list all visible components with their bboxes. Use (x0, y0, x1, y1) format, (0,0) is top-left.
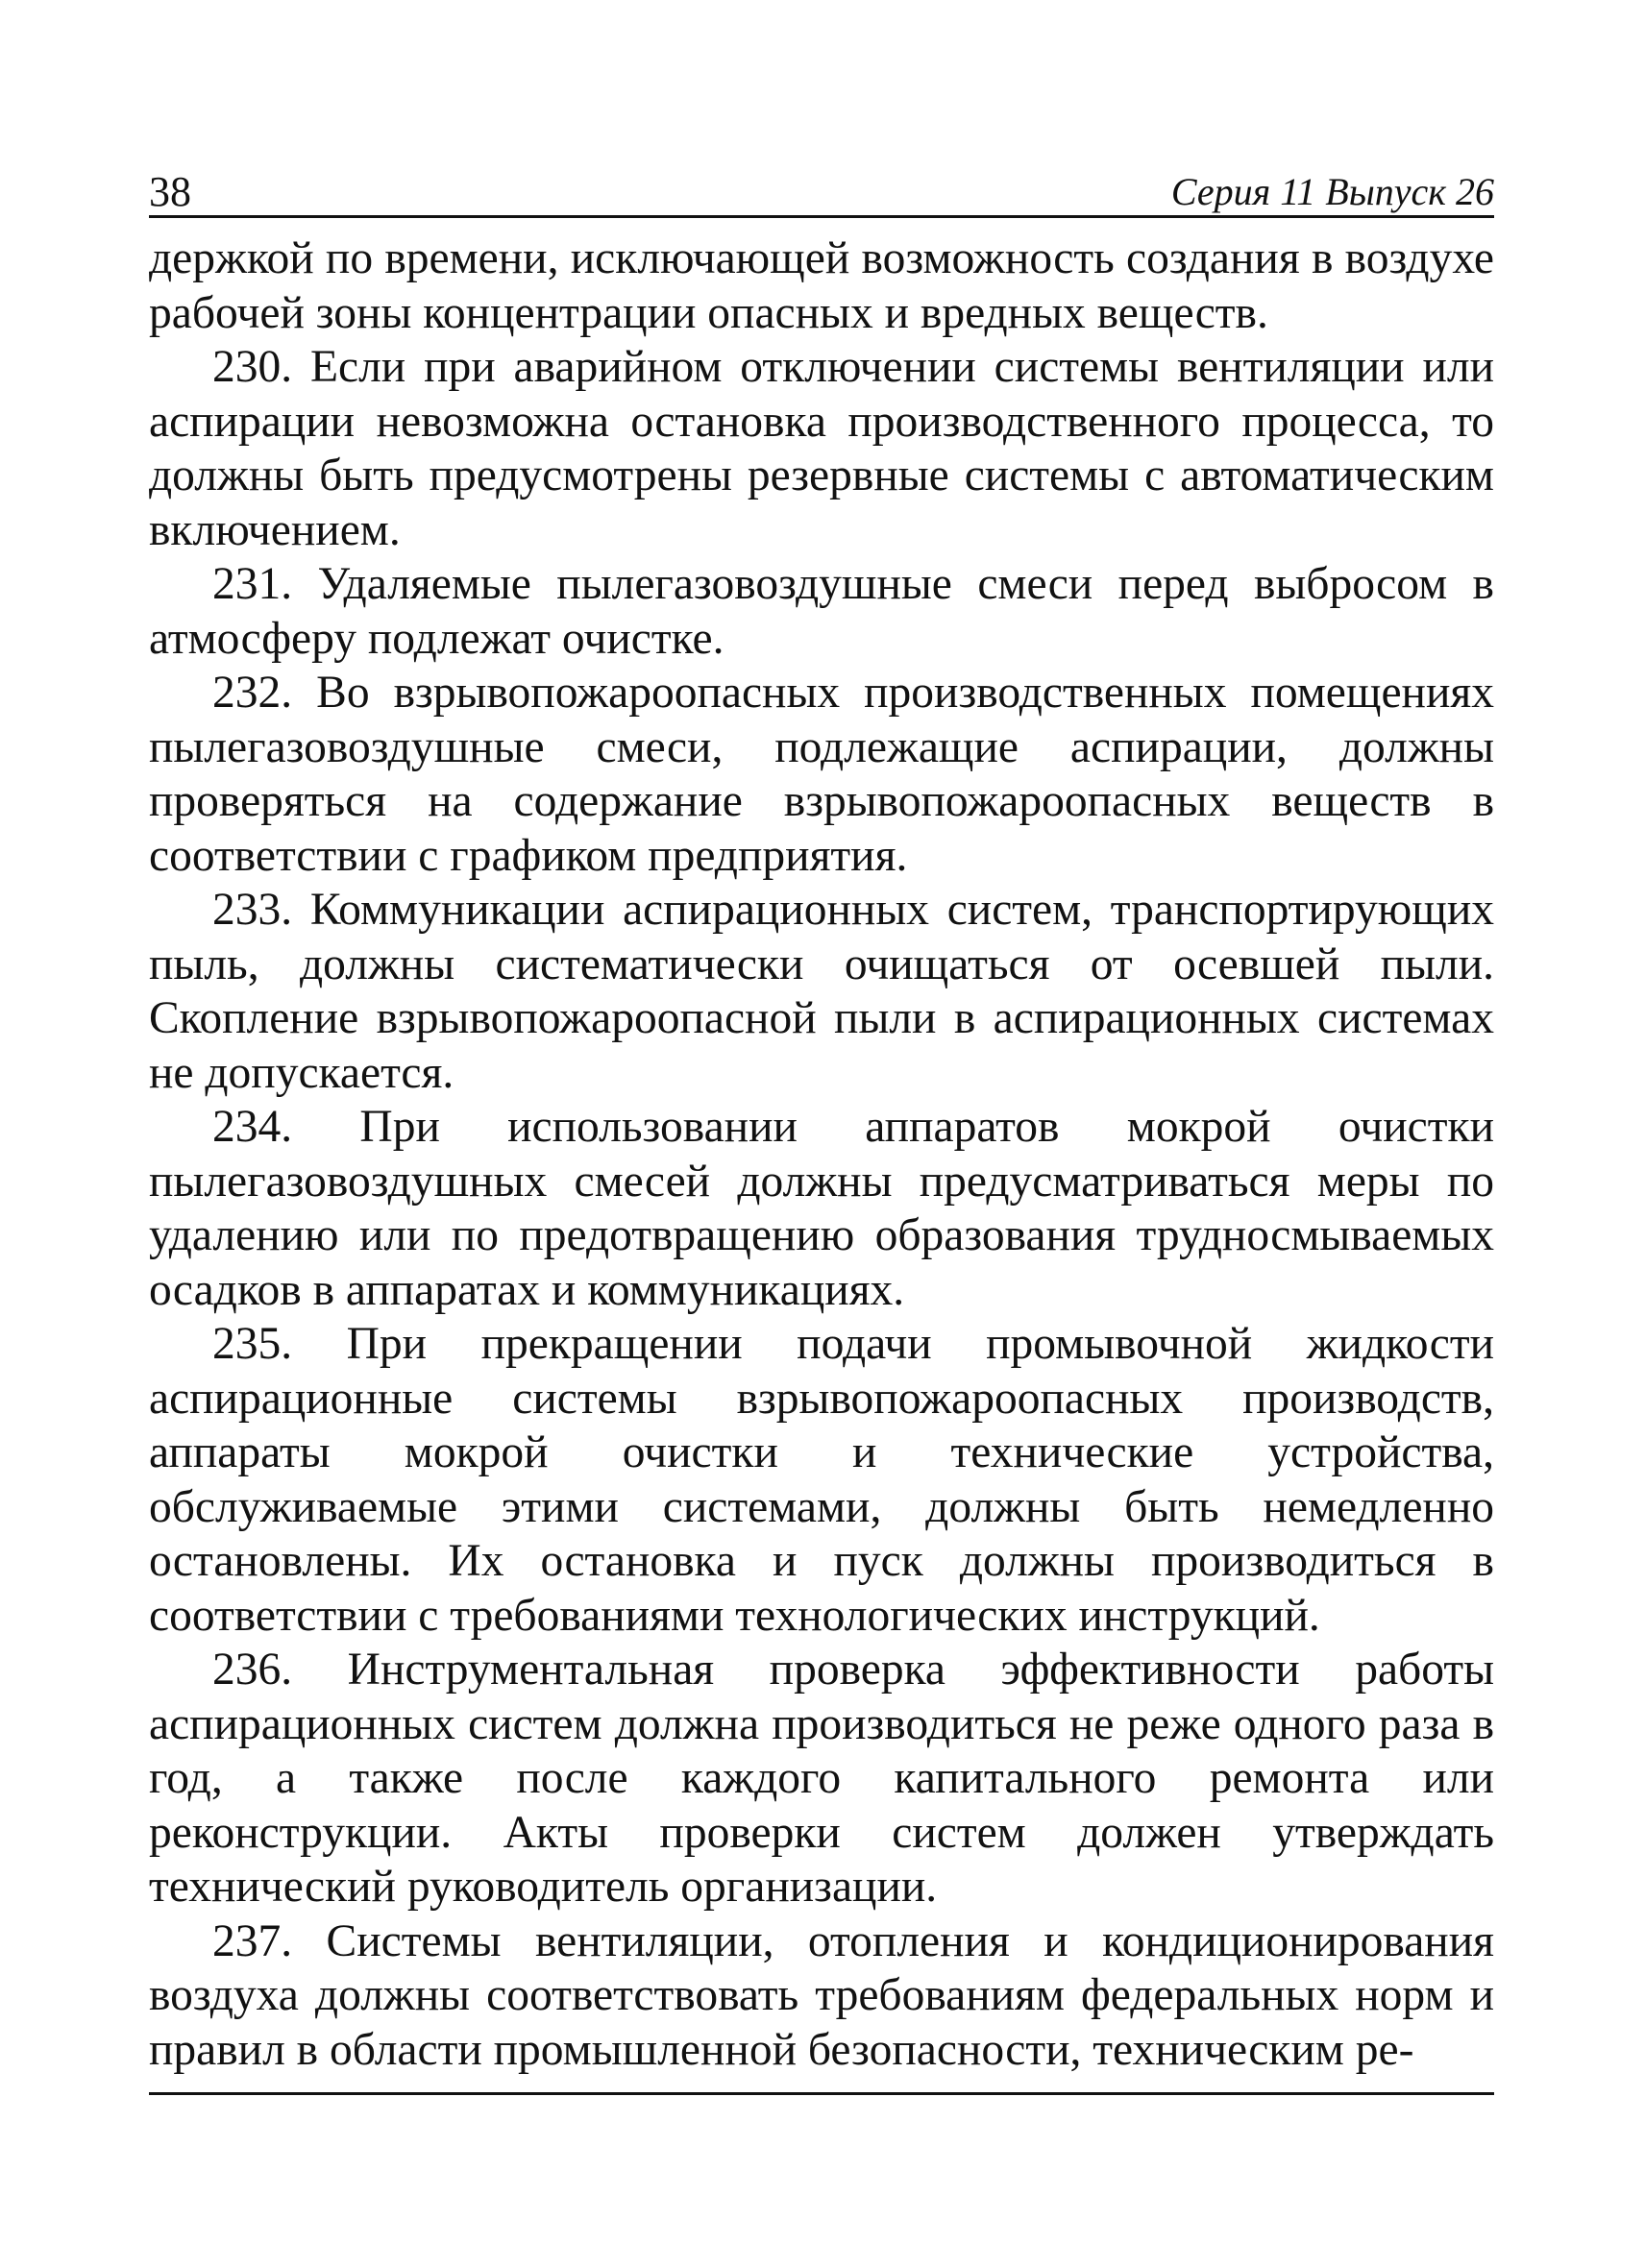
paragraph-234: 234. При использовании аппаратов мокрой очистки пылегазовоздушных смесей должны предусматриваться меры по удалению или по предотвращению образования трудносмываемых осадков в аппаратах и коммуникациях. (149, 1102, 1494, 1315)
paragraph-230: 230. Если при аварийном отключении системы вентиляции или аспирации невозможна остановка производственного процесса, то должны быть предусмотрены резервные системы с автоматическим включением. (149, 342, 1494, 555)
document-page (149, 154, 1494, 2095)
paragraph-237: 237. Системы вентиляции, отопления и кондиционирования воздуха должны соответствовать требованиям федеральных норм и правил в области промышленной безопасности, техническим ре- (149, 1915, 1494, 2075)
running-title: Серия 11 Выпуск 26 (1170, 170, 1494, 213)
page-number: 38 (149, 168, 191, 215)
paragraph-232: 232. Во взрывопожароопасных производственных помещениях пылегазовоздушные смеси, подлежащие аспирации, должны проверяться на содержание взрывопожароопасных веществ в соответствии с графиком предприятия. (149, 668, 1494, 881)
paragraph-continuation: держкой по времени, исключающей возможность создания в воздухе рабочей зоны концентрации опасных и вредных веществ. (149, 233, 1494, 338)
page-header (149, 154, 1494, 218)
paragraph-233: 233. Коммуникации аспирационных систем, транспортирующих пыль, должны систематически очищаться от осевшей пыли. Скопление взрывопожароопасной пыли в аспирационных системах не допускается. (149, 885, 1494, 1098)
paragraph-231: 231. Удаляемые пылегазовоздушные смеси перед выбросом в атмосферу подлежат очистке. (149, 559, 1494, 664)
footer-rule (149, 2092, 1494, 2095)
body-text (149, 232, 1494, 2077)
paragraph-236: 236. Инструментальная проверка эффективности работы аспирационных систем должна производиться не реже одного раза в год, а также после каждого капитального ремонта или реконструкции. Акты проверки систем должен утверждать технический руководитель организации. (149, 1645, 1494, 1912)
paragraph-235: 235. При прекращении подачи промывочной жидкости аспирационные системы взрывопожароопасных производств, аппараты мокрой очистки и технические устройства, обслуживаемые этими системами, должны быть немедленно остановлены. Их остановка и пуск должны производиться в соответствии с требованиями технологических инструкций. (149, 1319, 1494, 1641)
